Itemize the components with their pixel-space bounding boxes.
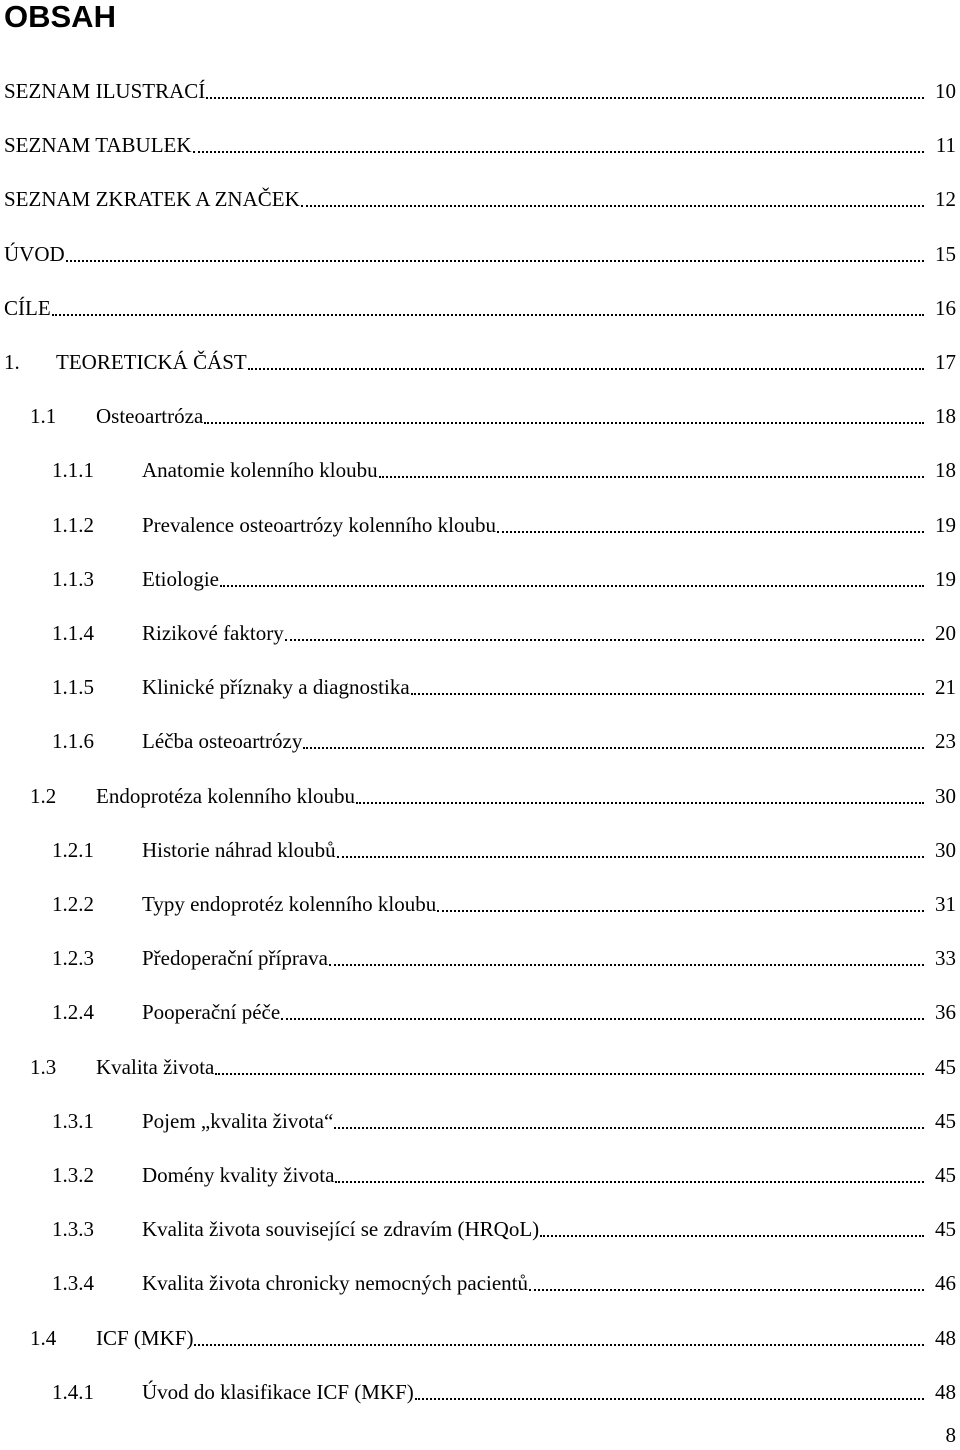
toc-entry-title: SEZNAM ZKRATEK A ZNAČEK — [4, 187, 300, 212]
toc-entry-page: 31 — [935, 892, 956, 916]
toc-entry-title: Pooperační péče — [142, 1000, 281, 1025]
dot-leader — [337, 856, 924, 858]
page-title: OBSAH — [4, 0, 116, 34]
toc-entry-number: 1.2.1 — [52, 837, 94, 862]
toc-entry-number: 1. — [4, 350, 20, 374]
toc-entry-title: Předoperační příprava — [142, 946, 328, 971]
toc-entry-page: 33 — [935, 946, 956, 971]
dot-leader — [529, 1289, 924, 1291]
toc-entry[interactable] — [0, 941, 960, 971]
toc-entry-page: 19 — [935, 512, 956, 537]
page-number: 8 — [945, 1423, 956, 1447]
toc-entry-title: Domény kvality života — [142, 1163, 335, 1187]
toc-entry-page: 16 — [935, 295, 956, 320]
toc-entry[interactable] — [0, 1375, 960, 1405]
toc-entry-title: Etiologie — [142, 566, 219, 591]
toc-entry-title: Historie náhrad kloubů — [142, 837, 336, 862]
toc-entry-title: Osteoartróza — [96, 404, 204, 429]
toc-entry[interactable] — [0, 237, 960, 267]
toc-entry-page: 45 — [935, 1108, 956, 1133]
toc-entry-number: 1.1.2 — [52, 512, 94, 537]
toc-entry-number: 1.3.3 — [52, 1217, 94, 1242]
toc-entry-title: TEORETICKÁ ČÁST — [56, 350, 247, 374]
dot-leader — [335, 1181, 924, 1183]
toc-entry-title: Pojem „kvalita života“ — [142, 1108, 334, 1133]
dot-leader — [497, 531, 924, 533]
toc-entry-title: ÚVOD — [4, 241, 65, 266]
toc-entry-number: 1.4.1 — [52, 1379, 94, 1404]
toc-entry-title: Léčba osteoartrózy — [142, 729, 303, 754]
toc-entry-number: 1.1.1 — [52, 458, 94, 483]
toc-entry[interactable] — [0, 779, 960, 809]
toc-entry-title: Rizikové faktory — [142, 621, 284, 645]
toc-entry[interactable] — [0, 887, 960, 917]
toc-entry[interactable] — [0, 399, 960, 429]
toc-entry-number: 1.3 — [30, 1054, 57, 1079]
toc-entry-page: 45 — [935, 1217, 956, 1242]
toc-entry-page: 23 — [935, 729, 956, 754]
toc-entry-title: Typy endoprotéz kolenního kloubu — [142, 892, 437, 916]
toc-entry[interactable] — [0, 291, 960, 321]
toc-entry[interactable] — [0, 616, 960, 646]
dot-leader — [206, 97, 924, 99]
toc-entry[interactable] — [0, 833, 960, 863]
toc-entry-number: 1.2.4 — [52, 1000, 94, 1025]
toc-entry-title: SEZNAM ILUSTRACÍ — [4, 79, 206, 103]
toc-entry-page: 19 — [935, 566, 956, 591]
toc-entry[interactable] — [0, 453, 960, 483]
toc-entry-title: SEZNAM TABULEK — [4, 133, 192, 158]
toc-entry-page: 10 — [935, 79, 956, 103]
dot-leader — [303, 747, 924, 749]
toc-entry[interactable] — [0, 508, 960, 538]
toc-entry-number: 1.1 — [30, 404, 57, 429]
toc-entry-page: 15 — [935, 241, 956, 266]
toc-entry[interactable] — [0, 995, 960, 1025]
toc-entry-page: 20 — [935, 621, 956, 645]
dot-leader — [301, 205, 924, 207]
toc-entry-page: 17 — [935, 350, 956, 374]
toc-entry[interactable] — [0, 74, 960, 104]
dot-leader — [194, 1344, 924, 1346]
dot-leader — [281, 1018, 924, 1020]
toc-entry-number: 1.2.2 — [52, 892, 94, 916]
toc-entry-number: 1.4 — [30, 1325, 57, 1350]
dot-leader — [329, 964, 924, 966]
toc-entry-title: Prevalence osteoartrózy kolenního kloubu — [142, 512, 496, 537]
toc-entry[interactable] — [0, 128, 960, 158]
dot-leader — [437, 910, 924, 912]
toc-entry-title: Anatomie kolenního kloubu — [142, 458, 378, 483]
dot-leader — [415, 1398, 924, 1400]
toc-entry[interactable] — [0, 1321, 960, 1351]
toc-entry-number: 1.1.3 — [52, 566, 94, 591]
toc-entry-page: 45 — [935, 1163, 956, 1187]
toc-entry-page: 30 — [935, 783, 956, 808]
toc-entry-number: 1.1.5 — [52, 675, 94, 700]
dot-leader — [220, 585, 924, 587]
dot-leader — [52, 314, 924, 316]
toc-entry[interactable] — [0, 1050, 960, 1080]
dot-leader — [334, 1127, 924, 1129]
toc-entry[interactable] — [0, 182, 960, 212]
dot-leader — [204, 422, 924, 424]
toc-entry-number: 1.3.1 — [52, 1108, 94, 1133]
dot-leader — [248, 368, 924, 370]
toc-entry-page: 45 — [935, 1054, 956, 1079]
toc-entry[interactable] — [0, 670, 960, 700]
dot-leader — [379, 476, 924, 478]
dot-leader — [66, 260, 924, 262]
toc-entry-number: 1.2 — [30, 783, 57, 808]
toc-entry-page: 36 — [935, 1000, 956, 1025]
dot-leader — [193, 151, 924, 153]
toc-entry-page: 30 — [935, 837, 956, 862]
toc-entry-title: ICF (MKF) — [96, 1325, 194, 1350]
toc-entry-title: CÍLE — [4, 295, 51, 320]
toc-entry-number: 1.3.4 — [52, 1271, 94, 1296]
dot-leader — [540, 1235, 924, 1237]
toc-entry-title: Kvalita života související se zdravím (HRQoL) — [142, 1217, 540, 1242]
toc-entry-page: 12 — [935, 187, 956, 212]
toc-entry-title: Endoprotéza kolenního kloubu — [96, 783, 355, 808]
toc-entry-number: 1.3.2 — [52, 1163, 94, 1187]
toc-entry-page: 48 — [935, 1379, 956, 1404]
toc-entry-page: 21 — [935, 675, 956, 700]
toc-entry-title: Úvod do klasifikace ICF (MKF) — [142, 1379, 414, 1404]
toc-entry[interactable] — [0, 562, 960, 592]
toc-entry-number: 1.2.3 — [52, 946, 94, 971]
toc-entry-page: 46 — [935, 1271, 956, 1296]
toc-entry-page: 18 — [935, 458, 956, 483]
toc-entry[interactable] — [0, 724, 960, 754]
toc-entry[interactable] — [0, 1104, 960, 1134]
toc-entry[interactable] — [0, 1212, 960, 1242]
dot-leader — [285, 639, 924, 641]
toc-entry-page: 48 — [935, 1325, 956, 1350]
toc-entry-page: 11 — [935, 133, 956, 158]
dot-leader — [356, 802, 924, 804]
toc-entry-title: Kvalita života chronicky nemocných pacientů — [142, 1271, 529, 1296]
toc-entry[interactable] — [0, 1158, 960, 1188]
toc-entry-title: Kvalita života — [96, 1054, 215, 1079]
toc-entry[interactable] — [0, 345, 960, 375]
toc-entry-title: Klinické příznaky a diagnostika — [142, 675, 410, 700]
dot-leader — [215, 1073, 924, 1075]
toc-entry-number: 1.1.6 — [52, 729, 94, 754]
toc-entry-page: 18 — [935, 404, 956, 429]
dot-leader — [411, 693, 924, 695]
toc-entry[interactable] — [0, 1266, 960, 1296]
toc-entry-number: 1.1.4 — [52, 621, 94, 645]
